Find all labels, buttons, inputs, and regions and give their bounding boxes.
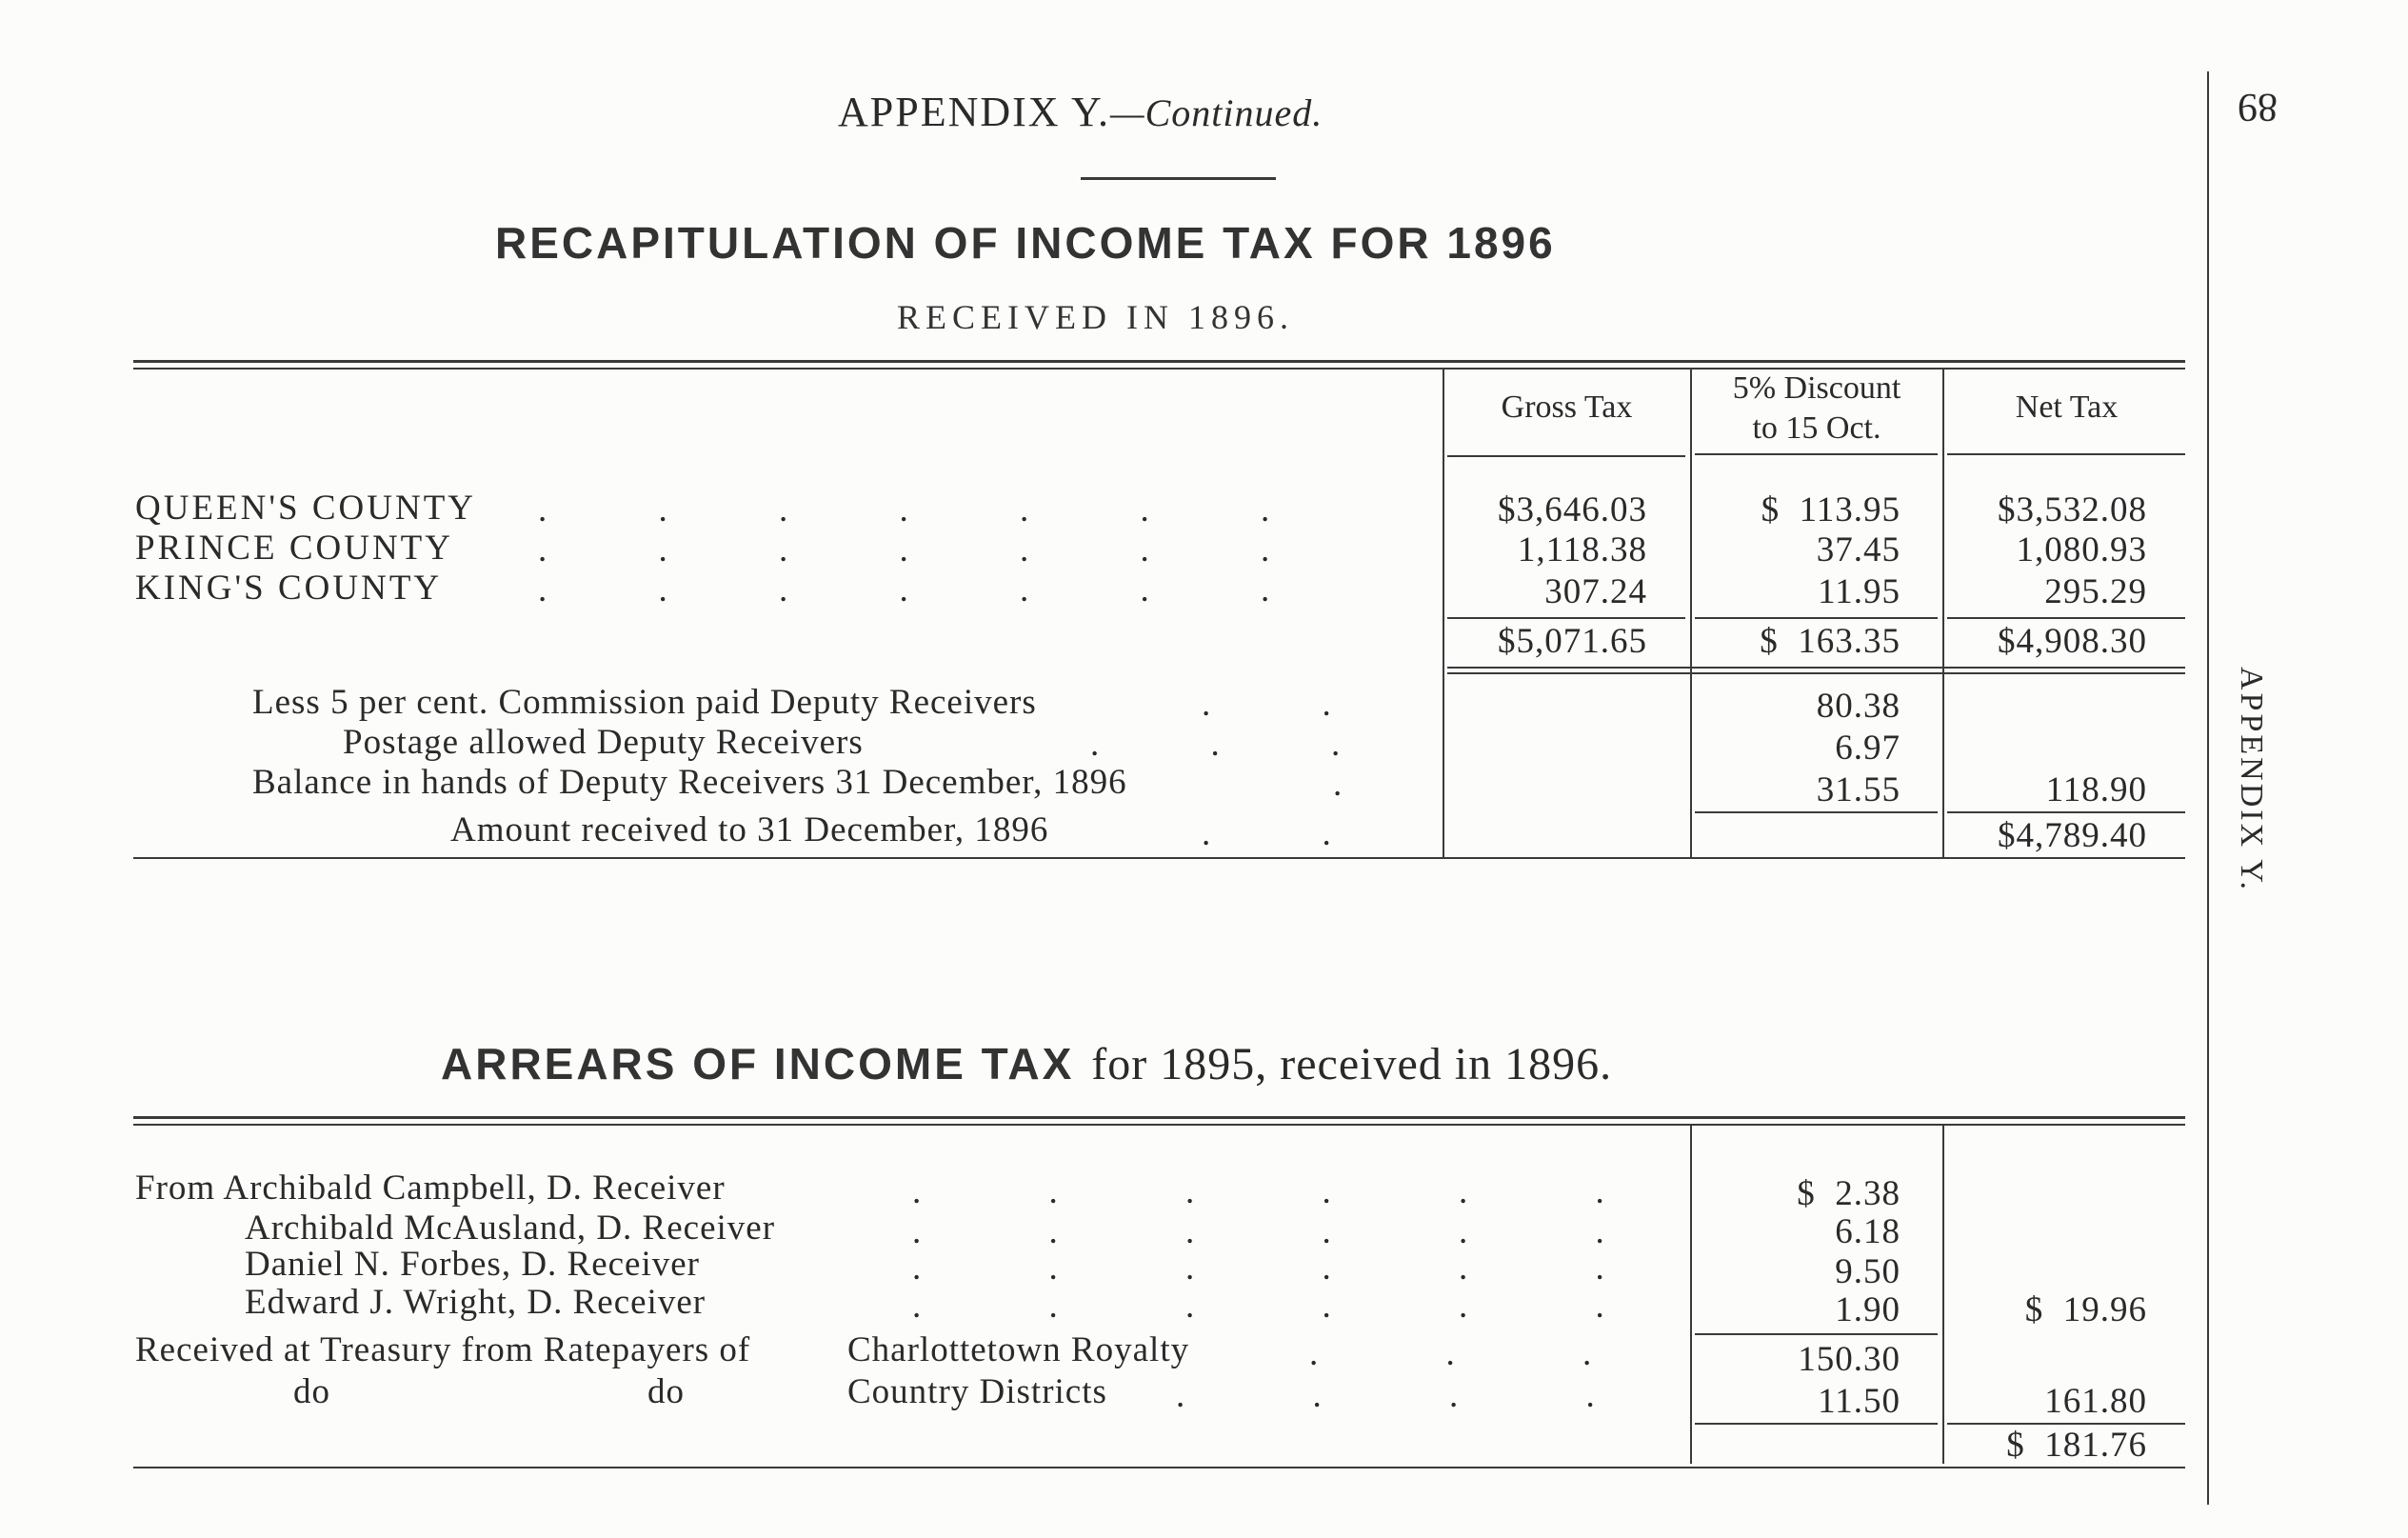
grand-total: $ 181.76 xyxy=(2006,1426,2147,1465)
gross-value: 1,118.38 xyxy=(1517,530,1647,569)
receiver-label: Archibald McAusland, D. Receiver xyxy=(245,1208,776,1248)
leader-dots: . . . . . . . xyxy=(538,530,1270,569)
amount-received-net: $4,789.40 xyxy=(1998,816,2147,855)
recap-title: RECAPITULATION OF INCOME TAX FOR 1896 xyxy=(495,218,1556,268)
continued-label: —Continued. xyxy=(1110,91,1323,134)
deduction-discount: 80.38 xyxy=(1816,687,1901,726)
deduction-label: Less 5 per cent. Commission paid Deputy Receivers xyxy=(252,683,1037,722)
arrears-title xyxy=(441,1038,1612,1090)
deduction-rule-net xyxy=(1947,811,2185,813)
leader-dots: . . . . . . xyxy=(912,1212,1604,1251)
treasury-amount: 150.30 xyxy=(1798,1340,1901,1379)
col-header-underline-gross xyxy=(1447,455,1685,457)
deduction-rule-discount xyxy=(1695,811,1938,813)
appendix-header xyxy=(838,88,1323,136)
side-label: APPENDIX Y. xyxy=(2234,667,2269,893)
treasury-label-b: Country Districts xyxy=(847,1372,1107,1411)
col-header-discount-2: to 15 Oct. xyxy=(1752,410,1881,446)
receiver-label: From Archibald Campbell, D. Receiver xyxy=(135,1168,726,1208)
receivers-rule xyxy=(1695,1333,1938,1335)
deduction-net: 118.90 xyxy=(2045,770,2147,809)
treasury-label-b: Charlottetown Royalty xyxy=(847,1330,1190,1369)
arrears-bottom-rule xyxy=(133,1467,2185,1468)
total-double-rule xyxy=(1447,667,2185,669)
leader-dots: . . . xyxy=(1090,725,1341,764)
recap-bottom-rule xyxy=(133,857,2185,859)
discount-value: 11.95 xyxy=(1818,572,1901,611)
treasury-total: 161.80 xyxy=(2044,1382,2147,1421)
receiver-label: Daniel N. Forbes, D. Receiver xyxy=(245,1245,701,1284)
county-label: QUEEN'S COUNTY xyxy=(135,489,477,528)
arrears-title-caps: ARREARS OF INCOME TAX xyxy=(441,1039,1075,1089)
total-discount: $ 163.35 xyxy=(1760,622,1901,661)
col-header-underline-discount xyxy=(1695,453,1938,455)
deduction-label: Balance in hands of Deputy Receivers 31 December, 1896 xyxy=(252,763,1127,802)
deduction-label: Postage allowed Deputy Receivers xyxy=(343,723,864,762)
total-net: $4,908.30 xyxy=(1998,622,2147,661)
leader-dots: . . . . . . . xyxy=(538,490,1270,529)
appendix-label: APPENDIX Y. xyxy=(838,89,1111,135)
col-header-net: Net Tax xyxy=(2015,389,2119,425)
leader-dots: . xyxy=(1333,765,1343,804)
receiver-amount: 9.50 xyxy=(1835,1252,1901,1291)
col-header-underline-net xyxy=(1947,453,2185,455)
net-value: 1,080.93 xyxy=(2016,530,2147,569)
arrears-title-rest: for 1895, received in 1896. xyxy=(1091,1039,1613,1089)
discount-value: 37.45 xyxy=(1816,530,1901,569)
col-header-gross: Gross Tax xyxy=(1501,389,1633,425)
treasury-rule-amount xyxy=(1695,1423,1938,1425)
header-rule xyxy=(1081,177,1276,180)
discount-value: $ 113.95 xyxy=(1761,490,1901,529)
leader-dots: . . . . . . xyxy=(912,1248,1604,1288)
arrears-top-rule-2 xyxy=(133,1124,2185,1126)
leader-dots: . . xyxy=(1202,814,1331,853)
arrears-col-divider-2 xyxy=(1942,1126,1944,1464)
county-label: KING'S COUNTY xyxy=(135,569,443,608)
recap-top-rule xyxy=(133,360,2185,363)
arrears-col-divider-1 xyxy=(1690,1126,1692,1464)
col-divider-3 xyxy=(1942,370,1944,857)
leader-dots: . . . . . . xyxy=(912,1172,1604,1211)
leader-dots: . . . . . . . xyxy=(538,570,1270,609)
receiver-amount: $ 2.38 xyxy=(1797,1174,1901,1213)
net-value: 295.29 xyxy=(2044,572,2147,611)
treasury-amount: 11.50 xyxy=(1818,1382,1901,1421)
receiver-total: $ 19.96 xyxy=(2024,1290,2147,1329)
leader-dots: . . . . . . xyxy=(912,1287,1604,1326)
deduction-discount: 6.97 xyxy=(1835,729,1901,768)
col-header-discount-1: 5% Discount xyxy=(1732,370,1901,406)
deduction-discount: 31.55 xyxy=(1816,770,1901,809)
col-divider-2 xyxy=(1690,370,1692,857)
treasury-do-mid: do xyxy=(647,1372,685,1411)
leader-dots: . . . . xyxy=(1176,1376,1595,1415)
receiver-amount: 1.90 xyxy=(1835,1290,1901,1329)
subtotal-rule-gross xyxy=(1447,617,1685,619)
amount-received-label: Amount received to 31 December, 1896 xyxy=(450,810,1049,849)
total-double-rule-2 xyxy=(1447,672,2185,674)
net-value: $3,532.08 xyxy=(1998,490,2147,529)
gross-value: 307.24 xyxy=(1544,572,1647,611)
leader-dots: . . xyxy=(1202,685,1331,724)
receiver-label: Edward J. Wright, D. Receiver xyxy=(245,1283,706,1322)
arrears-top-rule xyxy=(133,1116,2185,1119)
col-divider-1 xyxy=(1443,370,1444,857)
receiver-amount: 6.18 xyxy=(1835,1212,1901,1251)
recap-subtitle: RECEIVED IN 1896. xyxy=(897,298,1294,336)
leader-dots: . . . xyxy=(1309,1334,1592,1373)
treasury-label-a: Received at Treasury from Ratepayers of xyxy=(135,1330,751,1369)
margin-rule xyxy=(2207,71,2209,1505)
gross-value: $3,646.03 xyxy=(1498,490,1647,529)
total-gross: $5,071.65 xyxy=(1498,622,1647,661)
treasury-do-a: do xyxy=(293,1372,330,1411)
county-label: PRINCE COUNTY xyxy=(135,529,453,568)
subtotal-rule-net xyxy=(1947,617,2185,619)
subtotal-rule-discount xyxy=(1695,617,1938,619)
page-number: 89 xyxy=(2238,85,2278,129)
